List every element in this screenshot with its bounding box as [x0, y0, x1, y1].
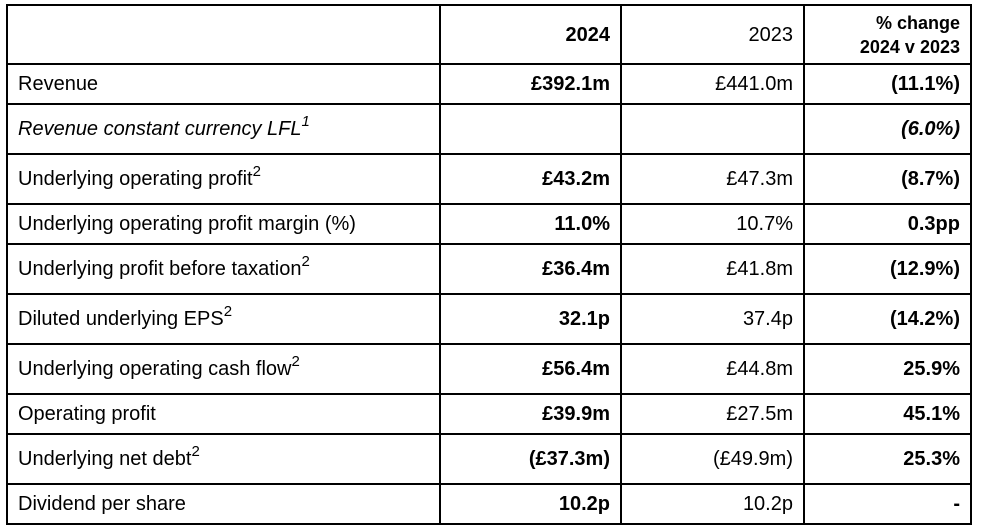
row-label-text: Revenue constant currency LFL: [18, 118, 302, 140]
row-footnote: 2: [252, 163, 261, 181]
row-label-text: Operating profit: [18, 403, 156, 425]
row-value-2023: 10.7%: [621, 204, 804, 244]
row-label: [7, 434, 440, 484]
row-label-text: Revenue: [18, 73, 99, 95]
row-value-2024: £43.2m: [440, 154, 621, 204]
row-label-text: Dividend per share: [18, 493, 186, 515]
row-value-2024: 10.2p: [440, 484, 621, 524]
header-change-line2: 2024 v 2023: [859, 36, 960, 57]
row-value-2023: £41.8m: [621, 244, 804, 294]
row-change: -: [804, 484, 971, 524]
row-footnote: 2: [301, 253, 310, 271]
row-value-2024: £392.1m: [440, 64, 621, 104]
row-value-2023: [621, 104, 804, 154]
header-change-line1: % change: [875, 12, 960, 33]
table-row: [7, 244, 971, 294]
row-value-2023: (£49.9m): [621, 434, 804, 484]
row-label-text: Underlying profit before taxation: [18, 258, 302, 280]
row-change: (12.9%): [804, 244, 971, 294]
row-label: [7, 484, 440, 524]
row-label-text: Underlying operating profit margin (%): [18, 213, 356, 235]
row-label-text: Underlying operating profit: [18, 168, 253, 190]
row-value-2024: £56.4m: [440, 344, 621, 394]
table-row: [7, 484, 971, 524]
row-value-2023: £441.0m: [621, 64, 804, 104]
row-footnote: 2: [223, 303, 233, 321]
table-row: [7, 104, 971, 154]
row-footnote: 2: [291, 353, 300, 371]
row-value-2024: (£37.3m): [440, 434, 621, 484]
row-change: (11.1%): [804, 64, 971, 104]
row-label: [7, 104, 440, 154]
row-change: (8.7%): [804, 154, 971, 204]
row-label: [7, 394, 440, 434]
row-change: 45.1%: [804, 394, 971, 434]
financial-highlights-table-wrapper: [6, 4, 972, 525]
row-change: 25.9%: [804, 344, 971, 394]
row-value-2024: £39.9m: [440, 394, 621, 434]
table-row: [7, 344, 971, 394]
header-2024: 2024: [440, 5, 621, 64]
table-row: [7, 204, 971, 244]
row-label-text: Diluted underlying EPS: [18, 308, 224, 330]
table-row: [7, 394, 971, 434]
row-label: [7, 204, 440, 244]
table-row: [7, 64, 971, 104]
row-label: [7, 294, 440, 344]
row-value-2024: 32.1p: [440, 294, 621, 344]
table-header-row: [7, 5, 971, 64]
row-value-2024: £36.4m: [440, 244, 621, 294]
table-row: [7, 294, 971, 344]
row-label-text: Underlying net debt: [18, 448, 192, 470]
row-label: [7, 344, 440, 394]
header-2023: 2023: [621, 5, 804, 64]
row-change: (6.0%): [804, 104, 971, 154]
header-change: [804, 5, 971, 64]
financial-highlights-table: [6, 4, 972, 525]
row-footnote: 2: [191, 443, 200, 461]
row-value-2023: 37.4p: [621, 294, 804, 344]
row-change: 0.3pp: [804, 204, 971, 244]
row-value-2023: £47.3m: [621, 154, 804, 204]
row-change: 25.3%: [804, 434, 971, 484]
table-row: [7, 434, 971, 484]
row-value-2023: £27.5m: [621, 394, 804, 434]
row-value-2024: 11.0%: [440, 204, 621, 244]
row-value-2024: [440, 104, 621, 154]
row-label: [7, 64, 440, 104]
row-label: [7, 244, 440, 294]
header-label-cell: [7, 5, 440, 64]
row-footnote: 1: [301, 113, 310, 131]
row-label: [7, 154, 440, 204]
row-value-2023: 10.2p: [621, 484, 804, 524]
table-row: [7, 154, 971, 204]
row-label-text: Underlying operating cash flow: [18, 358, 292, 380]
row-change: (14.2%): [804, 294, 971, 344]
row-value-2023: £44.8m: [621, 344, 804, 394]
